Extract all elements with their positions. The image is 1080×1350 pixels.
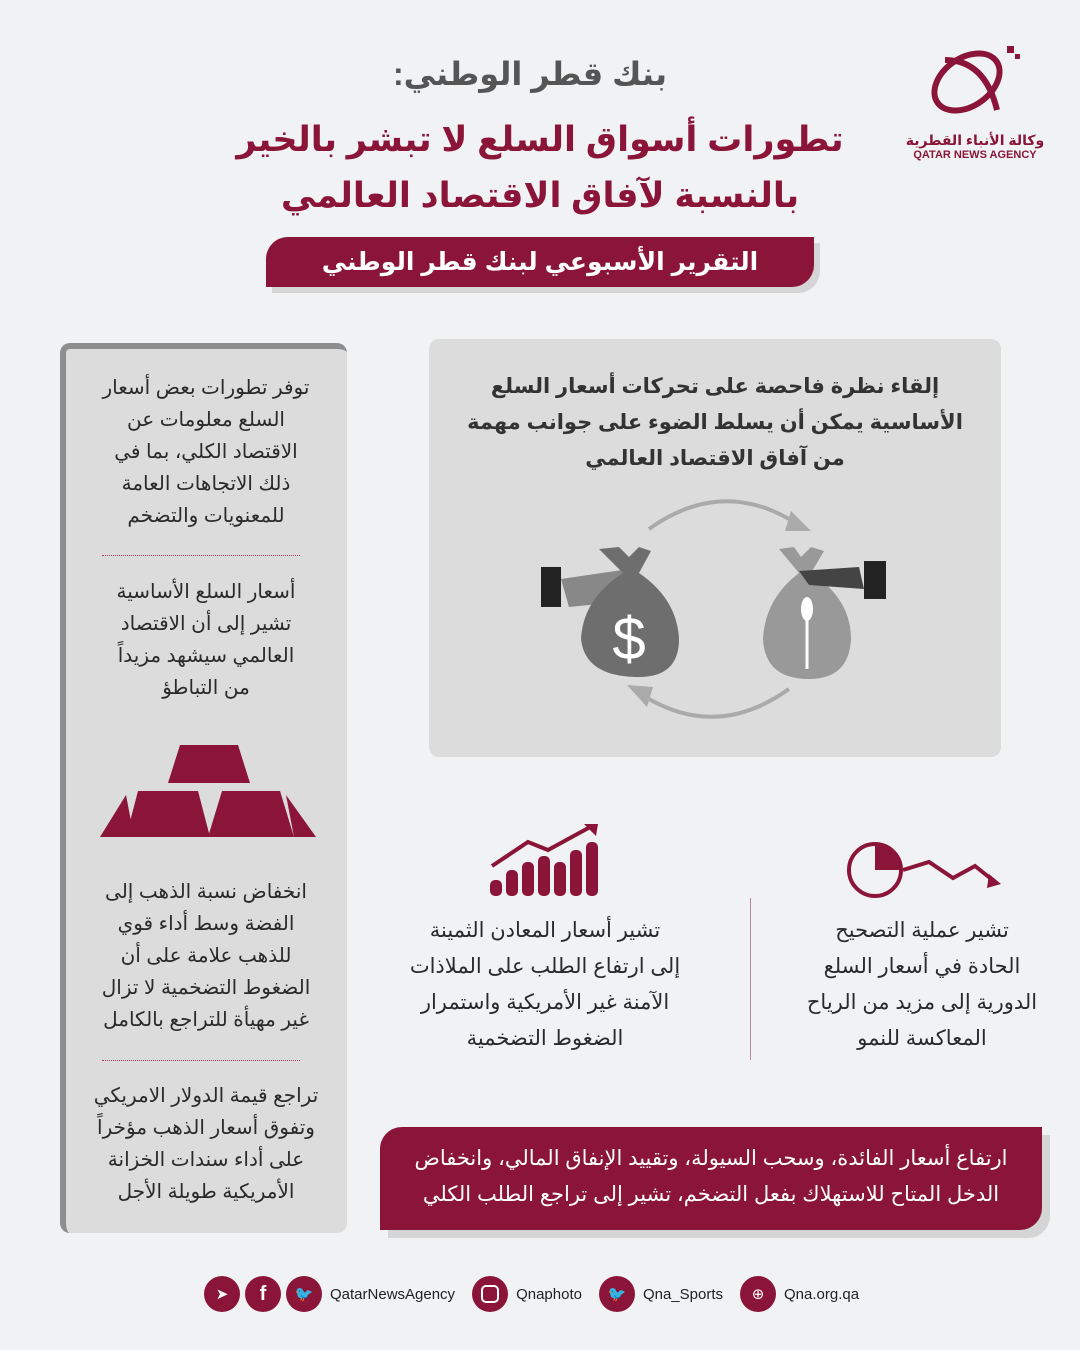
text-line: الأمريكية طويلة الأجل (117, 1181, 295, 1203)
column-divider (750, 898, 751, 1060)
left-item-1 (76, 372, 336, 532)
text-line: تشير إلى أن الاقتصاد (120, 613, 292, 635)
text-line: ارتفاع أسعار الفائدة، وسحب السيولة، وتقييد الإنفاق المالي، وانخفاض (414, 1147, 1008, 1170)
text-line: الاقتصاد الكلي، بما في (114, 441, 298, 463)
title-line-3: بالنسبة لآفاق الاقتصاد العالمي (280, 176, 800, 215)
left-item-2 (76, 576, 336, 704)
pie-decline-icon (845, 840, 1005, 902)
social-handle-main[interactable]: QatarNewsAgency (330, 1285, 456, 1303)
globe-icon[interactable]: ⊕ (740, 1276, 776, 1312)
cycle-arrow-icon (649, 501, 789, 529)
text-line: أسعار السلع الأساسية (116, 581, 296, 603)
dollar-sign: $ (612, 605, 646, 672)
social-handle-sports[interactable]: Qna_Sports (642, 1285, 723, 1303)
gold-bars-icon (100, 745, 318, 840)
twitter-icon[interactable]: 🐦 (599, 1276, 635, 1312)
website-link[interactable]: Qna.org.qa (784, 1285, 860, 1303)
qna-logo (905, 40, 1045, 170)
main-title (140, 112, 940, 224)
title-line-2: تطورات أسواق السلع لا تبشر بالخير (236, 120, 844, 159)
divider (102, 1060, 300, 1061)
twitter-icon[interactable]: 🐦 (286, 1276, 322, 1312)
text-line: من آفاق الاقتصاد العالمي (585, 447, 845, 470)
grain-bag-icon (763, 547, 886, 679)
text-line: غير مهيأة للتراجع بالكامل (103, 1009, 309, 1031)
rising-chart-icon (488, 822, 603, 898)
text-line: الآمنة غير الأمريكية واستمرار (420, 991, 670, 1014)
text-line: المعاكسة للنمو (857, 1027, 987, 1050)
report-banner: التقرير الأسبوعي لبنك قطر الوطني (266, 237, 814, 287)
metals-text (385, 913, 705, 1057)
text-line: إلقاء نظرة فاحصة على تحركات أسعار السلع (490, 375, 940, 398)
summary-box (380, 1127, 1042, 1230)
left-item-3 (76, 876, 336, 1036)
social-bar (204, 1276, 871, 1312)
text-line: على أداء سندات الخزانة (107, 1149, 305, 1171)
telegram-icon[interactable]: ➤ (204, 1276, 240, 1312)
text-line: الحادة في أسعار السلع (823, 955, 1021, 978)
intro-box (429, 339, 1001, 757)
text-line: ذلك الاتجاهات العامة (121, 473, 291, 495)
logo-name-en: QATAR NEWS AGENCY (913, 149, 1037, 161)
text-line: تراجع قيمة الدولار الامريكي (93, 1085, 319, 1107)
divider (102, 555, 300, 556)
left-item-4 (76, 1080, 336, 1208)
text-line: الضغوط التضخمية لا تزال (101, 977, 311, 999)
text-line: للذهب علامة على أن (120, 945, 292, 967)
text-line: تشير أسعار المعادن الثمينة (429, 919, 661, 942)
text-line: السلع معلومات عن (127, 409, 285, 431)
text-line: الدخل المتاح للاستهلاك بفعل التضخم، تشير إلى تراجع الطلب الكلي (422, 1183, 1000, 1206)
text-line: وتفوق أسعار الذهب مؤخراً (97, 1117, 315, 1139)
text-line: انخفاض نسبة الذهب إلى (105, 881, 307, 903)
text-line: الفضة وسط أداء قوي (117, 913, 295, 935)
title-line-1: بنك قطر الوطني: (393, 56, 667, 92)
text-line: الدورية إلى مزيد من الرياح (806, 991, 1038, 1014)
text-line: توفر تطورات بعض أسعار (102, 377, 310, 399)
text-line: الأساسية يمكن أن يسلط الضوء على جوانب مهمة (467, 411, 963, 434)
money-bag-icon (541, 547, 679, 677)
intro-text (449, 369, 981, 477)
text-line: تشير عملية التصحيح (835, 919, 1009, 942)
qna-emblem-icon (905, 40, 1045, 125)
exchange-illustration (529, 489, 909, 729)
facebook-icon[interactable]: f (245, 1276, 281, 1312)
social-handle-instagram[interactable]: Qnaphoto (516, 1285, 582, 1303)
logo-name-ar: وكالة الأنباء القطرية (905, 132, 1045, 148)
correction-text (762, 913, 1080, 1057)
text-line: الضغوط التضخمية (466, 1027, 624, 1050)
instagram-icon[interactable] (472, 1276, 508, 1312)
text-line: العالمي سيشهد مزيداً (117, 645, 295, 667)
cycle-arrow-icon (649, 689, 789, 717)
text-line: إلى ارتفاع الطلب على الملاذات (409, 955, 681, 978)
text-line: للمعنويات والتضخم (127, 505, 285, 527)
text-line: من التباطؤ (162, 677, 250, 699)
